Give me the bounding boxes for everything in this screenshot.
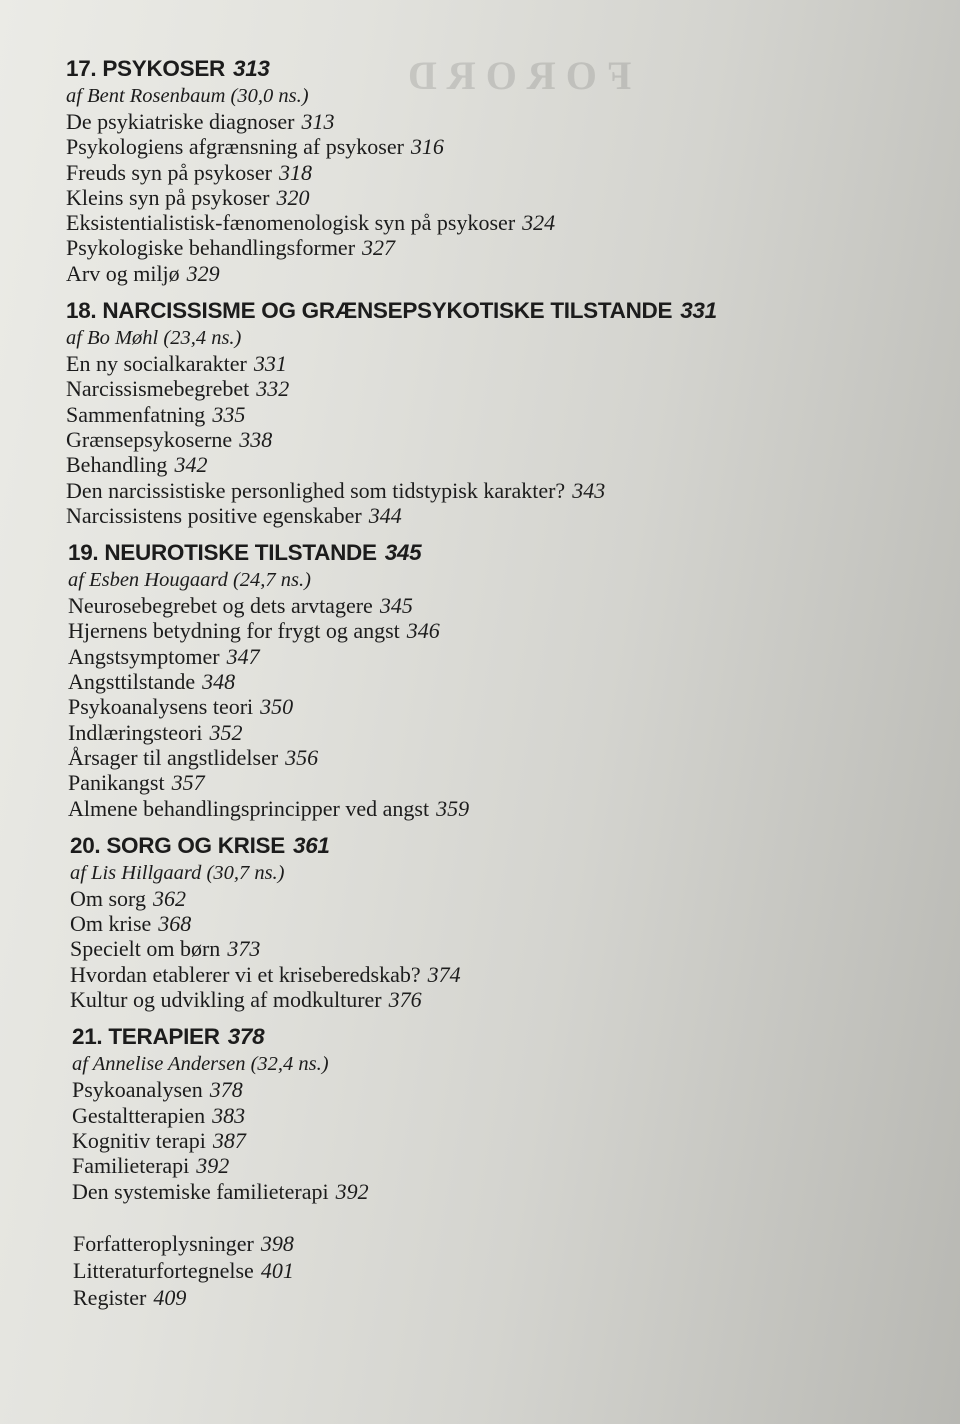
entry-title: Indlæringsteori <box>68 719 203 745</box>
toc-entry <box>73 1257 766 1284</box>
toc-entry <box>66 134 766 159</box>
entry-page: 383 <box>212 1102 246 1128</box>
toc-entry <box>73 1284 766 1311</box>
toc-entry <box>70 936 766 961</box>
chapter-heading <box>68 538 766 568</box>
entry-page: 392 <box>196 1153 230 1179</box>
chapter-page: 361 <box>292 832 330 858</box>
chapter-number: 20. <box>70 832 101 858</box>
toc-entry <box>68 593 766 618</box>
entry-page: 332 <box>256 376 290 402</box>
entry-title: Sammenfatning <box>66 401 206 427</box>
toc-entry <box>72 1128 766 1153</box>
toc-entry <box>70 987 766 1012</box>
entry-title: Gestaltterapien <box>72 1102 206 1128</box>
toc-entry <box>68 644 766 669</box>
chapter-author: af Annelise Andersen (32,4 ns.) <box>72 1053 329 1076</box>
toc-entry <box>66 427 766 452</box>
chapter-title: NARCISSISME OG GRÆNSEPSYKOTISKE TILSTANDE <box>102 298 673 324</box>
chapter-21 <box>72 1022 766 1203</box>
entry-page: 316 <box>410 134 444 160</box>
toc-entry <box>66 376 766 401</box>
chapter-author: af Lis Hillgaard (30,7 ns.) <box>70 861 285 884</box>
chapter-heading <box>72 1022 766 1052</box>
entry-page: 348 <box>202 669 236 695</box>
toc-entry <box>72 1179 766 1204</box>
toc-entry <box>66 109 766 134</box>
chapter-17 <box>66 54 766 286</box>
entry-title: Psykologiske behandlingsformer <box>66 235 356 261</box>
toc-entry <box>66 235 766 260</box>
entry-title: Om krise <box>70 911 152 937</box>
entry-page: 329 <box>186 260 220 286</box>
entry-title: Forfatteroplysninger <box>73 1230 254 1256</box>
entry-title: Kultur og udvikling af modkulturer <box>70 987 382 1013</box>
toc-entry <box>70 911 766 936</box>
chapter-20 <box>70 831 766 1012</box>
entry-title: En ny socialkarakter <box>66 351 247 377</box>
entry-page: 368 <box>158 911 192 937</box>
entry-title: Den narcissistiske personlighed som tidstypisk karakter? <box>66 477 566 503</box>
chapter-19 <box>68 538 766 821</box>
chapter-page: 331 <box>680 298 717 324</box>
entry-page: 352 <box>209 719 243 745</box>
toc-entry <box>72 1077 766 1102</box>
chapter-page: 378 <box>227 1024 265 1050</box>
entry-page: 331 <box>253 351 287 377</box>
entry-page: 359 <box>436 795 470 821</box>
entry-page: 398 <box>260 1230 294 1256</box>
entry-page: 343 <box>572 477 606 503</box>
entry-title: Grænsepsykoserne <box>66 426 233 452</box>
entry-page: 342 <box>174 452 208 478</box>
entry-page: 362 <box>153 885 186 911</box>
entry-title: Panikangst <box>68 770 165 796</box>
chapter-18 <box>66 296 766 528</box>
chapter-number: 17. <box>66 56 97 81</box>
entry-page: 347 <box>226 643 260 669</box>
entry-title: Litteraturfortegnelse <box>73 1257 254 1283</box>
toc-entry <box>72 1103 766 1128</box>
entry-title: Den systemiske familieterapi <box>72 1178 329 1204</box>
toc-entry <box>73 1230 766 1257</box>
entry-title: Register <box>73 1284 147 1310</box>
entry-title: De psykiatriske diagnoser <box>66 109 295 134</box>
entry-title: Kognitiv terapi <box>72 1127 206 1153</box>
entry-title: Familieterapi <box>72 1153 190 1179</box>
toc-entry <box>68 745 766 770</box>
entry-title: Almene behandlingsprincipper ved angst <box>68 795 430 821</box>
entry-page: 374 <box>427 961 461 987</box>
table-of-contents <box>66 50 766 1311</box>
toc-entry <box>68 618 766 643</box>
toc-entry <box>66 402 766 427</box>
toc-entry <box>72 1153 766 1178</box>
entry-page: 387 <box>212 1127 246 1153</box>
entry-page: 356 <box>285 744 319 770</box>
entry-title: Arv og miljø <box>66 260 180 286</box>
toc-entry <box>68 694 766 719</box>
entry-page: 357 <box>171 770 205 796</box>
chapter-page: 345 <box>384 540 422 566</box>
entry-page: 344 <box>368 502 402 528</box>
entry-title: Angstsymptomer <box>68 643 220 669</box>
entry-title: Specielt om børn <box>70 936 221 962</box>
chapter-page: 313 <box>232 56 270 81</box>
chapter-title: NEUROTISKE TILSTANDE <box>104 540 377 566</box>
toc-entry <box>70 962 766 987</box>
entry-page: 335 <box>212 401 246 427</box>
entry-page: 378 <box>209 1077 243 1103</box>
chapter-heading <box>66 54 766 84</box>
entry-title: Kleins syn på psykoser <box>66 184 270 210</box>
entry-title: Freuds syn på psykoser <box>66 159 272 185</box>
toc-entry <box>70 886 766 911</box>
toc-entry <box>66 351 766 376</box>
entry-page: 409 <box>153 1284 187 1310</box>
entry-page: 346 <box>406 618 440 644</box>
chapter-number: 19. <box>68 540 99 566</box>
chapter-title: SORG OG KRISE <box>106 832 285 858</box>
toc-entry <box>68 770 766 795</box>
entry-page: 373 <box>227 936 261 962</box>
entry-page: 320 <box>276 184 310 210</box>
entry-page: 392 <box>335 1178 369 1204</box>
entry-page: 401 <box>260 1257 294 1283</box>
chapter-number: 21. <box>72 1024 103 1050</box>
entry-title: Psykoanalysen <box>72 1077 203 1103</box>
entry-title: Om sorg <box>70 885 146 911</box>
entry-title: Behandling <box>66 452 168 478</box>
entry-page: 376 <box>388 987 422 1013</box>
entry-title: Årsager til angstlidelser <box>68 744 279 770</box>
entry-title: Angsttilstande <box>68 669 196 695</box>
entry-title: Narcissismebegrebet <box>66 376 250 402</box>
entry-page: 327 <box>362 235 396 261</box>
chapter-author: af Bo Møhl (23,4 ns.) <box>66 327 242 350</box>
entry-page: 350 <box>260 694 294 720</box>
toc-entry <box>66 478 766 503</box>
entry-page: 318 <box>278 159 312 185</box>
chapter-title: TERAPIER <box>108 1024 220 1050</box>
bleed-through-title: FORORD <box>398 53 632 98</box>
toc-entry <box>68 796 766 821</box>
entry-title: Hvordan etablerer vi et kriseberedskab? <box>70 961 421 987</box>
chapter-heading <box>66 296 766 326</box>
chapter-title: PSYKOSER <box>102 56 225 81</box>
toc-entry <box>66 185 766 210</box>
entry-title: Psykoanalysens teori <box>68 694 254 720</box>
entry-page: 338 <box>239 426 273 452</box>
entry-page: 313 <box>301 109 335 134</box>
entry-page: 324 <box>522 210 556 236</box>
toc-entry <box>66 160 766 185</box>
entry-title: Psykologiens afgrænsning af psykoser <box>66 134 404 160</box>
chapter-author: af Esben Hougaard (24,7 ns.) <box>68 569 311 592</box>
entry-title: Narcissistens positive egenskaber <box>66 502 362 528</box>
chapter-number: 18. <box>66 298 97 324</box>
entry-page: 345 <box>379 593 413 619</box>
backmatter <box>73 1230 766 1311</box>
toc-entry <box>66 452 766 477</box>
toc-entry <box>66 503 766 528</box>
toc-entry <box>66 261 766 286</box>
toc-entry <box>68 720 766 745</box>
chapter-author: af Bent Rosenbaum (30,0 ns.) <box>66 85 309 107</box>
chapter-heading <box>70 831 766 861</box>
entry-title: Hjernens betydning for frygt og angst <box>68 618 400 644</box>
toc-entry <box>68 669 766 694</box>
toc-entry <box>66 210 766 235</box>
entry-title: Eksistentialistisk-fænomenologisk syn på psykoser <box>66 210 516 236</box>
entry-title: Neurosebegrebet og dets arvtagere <box>68 593 373 619</box>
